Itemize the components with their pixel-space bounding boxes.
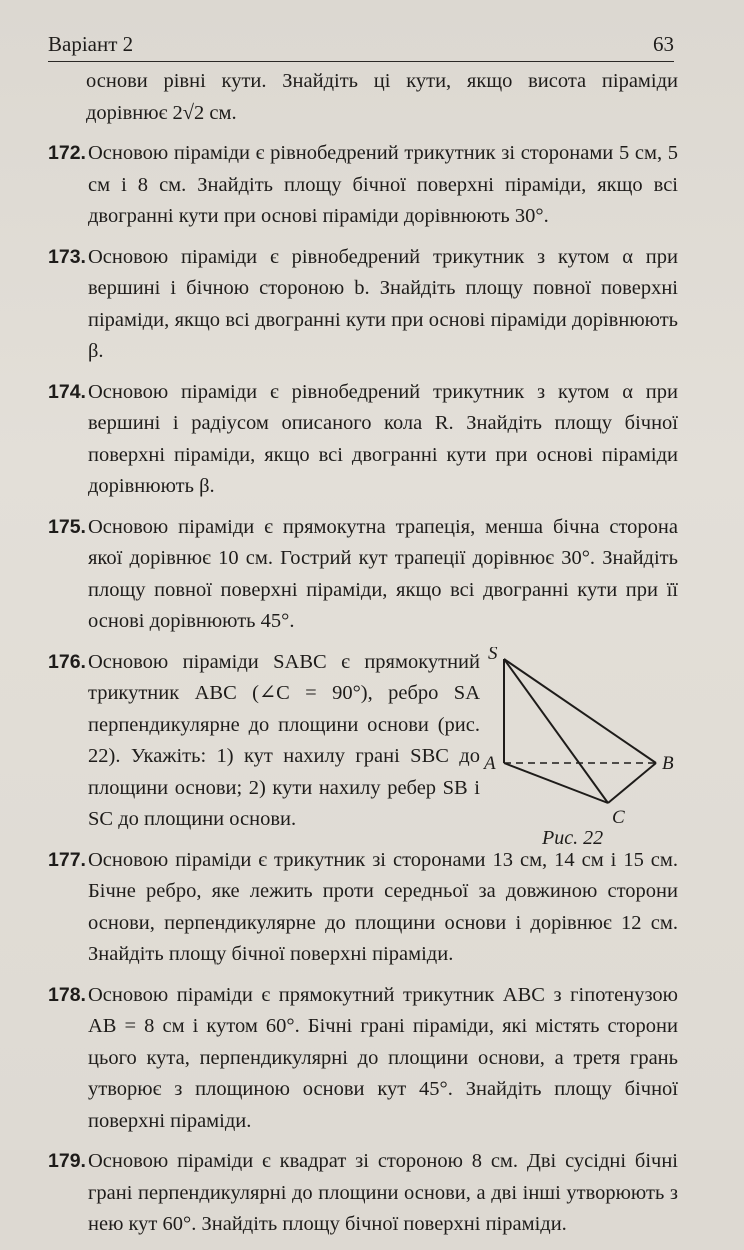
vertex-label-b: B (662, 752, 674, 774)
problem-number: 173. (48, 245, 86, 268)
problem-175 (48, 512, 678, 638)
vertex-label-a: A (484, 752, 496, 774)
problem-number: 177. (48, 848, 86, 871)
problem-172 (48, 138, 678, 233)
problem-text: Основою піраміди є трикутник зі сторонами 13 см, 14 см і 15 см. Бічне ребро, яке лежить проти середньої за довжиною сторони основи, перпендикулярне до площини основи і дорівнює 12 см. Знайдіть площу бічної поверхні піраміди. (88, 848, 678, 965)
problem-text: Основою піраміди є рівнобедрений трикутник зі сторонами 5 см, 5 см і 8 см. Знайдіть площу бічної поверхні піраміди, якщо всі двогранні кути при основі піраміди дорівнюють 30°. (88, 142, 678, 227)
vertex-label-c: C (612, 806, 625, 827)
problem-text: Основою піраміди є рівнобедрений трикутник з кутом α при вершині і радіусом описаного кола R. Знайдіть площу бічної поверхні піраміди, якщо всі двогранні кути при основі піраміди дорівнюють β. (88, 380, 678, 497)
problem-176 (48, 647, 480, 836)
vertex-label-s: S (488, 646, 498, 664)
edge-sb (504, 659, 656, 763)
problem-173 (48, 242, 678, 368)
problem-number: 178. (48, 983, 86, 1006)
problem-179 (48, 1146, 678, 1241)
continuation-text: основи рівні кути. Знайдіть ці кути, якщо висота піраміди дорівнює 2√2 см. (86, 70, 678, 124)
page-header (48, 28, 674, 62)
pyramid-diagram (480, 647, 678, 827)
problem-number: 174. (48, 380, 86, 403)
problem-177 (48, 845, 678, 971)
problem-text: Основою піраміди є квадрат зі стороною 8 см. Дві сусідні бічні грані перпендикулярні до площини основи, а дві інші утворюють з нею кут 60°. Знайдіть площу бічної поверхні піраміди. (88, 1150, 678, 1235)
problem-text: Основою піраміди є прямокутна трапеція, менша бічна сторона якої дорівнює 10 см. Гострий кут трапеції дорівнює 30°. Знайдіть площу повної поверхні піраміди, якщо всі двогранні кути при її основі дорівнюють 45°. (88, 515, 678, 632)
problem-174 (48, 377, 678, 503)
figure-22 (480, 646, 678, 849)
problem-number: 175. (48, 515, 86, 538)
problem-number: 172. (48, 142, 86, 164)
edge-sc (504, 659, 608, 803)
page-number: 63 (653, 32, 674, 56)
figure-block-text (48, 647, 480, 845)
problem-text: Основою піраміди SABC є прямокутний трикутник ABC (∠C = 90°), ребро SA перпендикулярне до площини основи (рис. 22). Укажіть: 1) кут нахилу грані SBC до площини основи; 2) кути нахилу ребер SB і SC до площини основи. (88, 650, 480, 830)
problem-number: 179. (48, 1150, 86, 1172)
problem-178 (48, 980, 678, 1138)
edge-bc (608, 763, 656, 803)
problem-text: Основою піраміди є рівнобедрений трикутник з кутом α при вершині і бічною стороною b. Знайдіть площу повної поверхні піраміди, якщо всі двогранні кути при основі піраміди дорівнюють β. (88, 245, 678, 362)
page-content (48, 66, 678, 1250)
problem-text: Основою піраміди є прямокутний трикутник ABC з гіпотенузою AB = 8 см і кутом 60°. Бічні грані піраміди, які містять сторони цього кута, перпендикулярні до площини основи, а третя грань утворює з площиною основи кут 45°. Знайдіть площу бічної поверхні піраміди. (88, 983, 678, 1132)
figure-caption: Рис. 22 (542, 826, 604, 849)
figure-block (48, 646, 678, 849)
variant-label: Варіант 2 (48, 32, 134, 56)
problem-number: 176. (48, 650, 86, 673)
